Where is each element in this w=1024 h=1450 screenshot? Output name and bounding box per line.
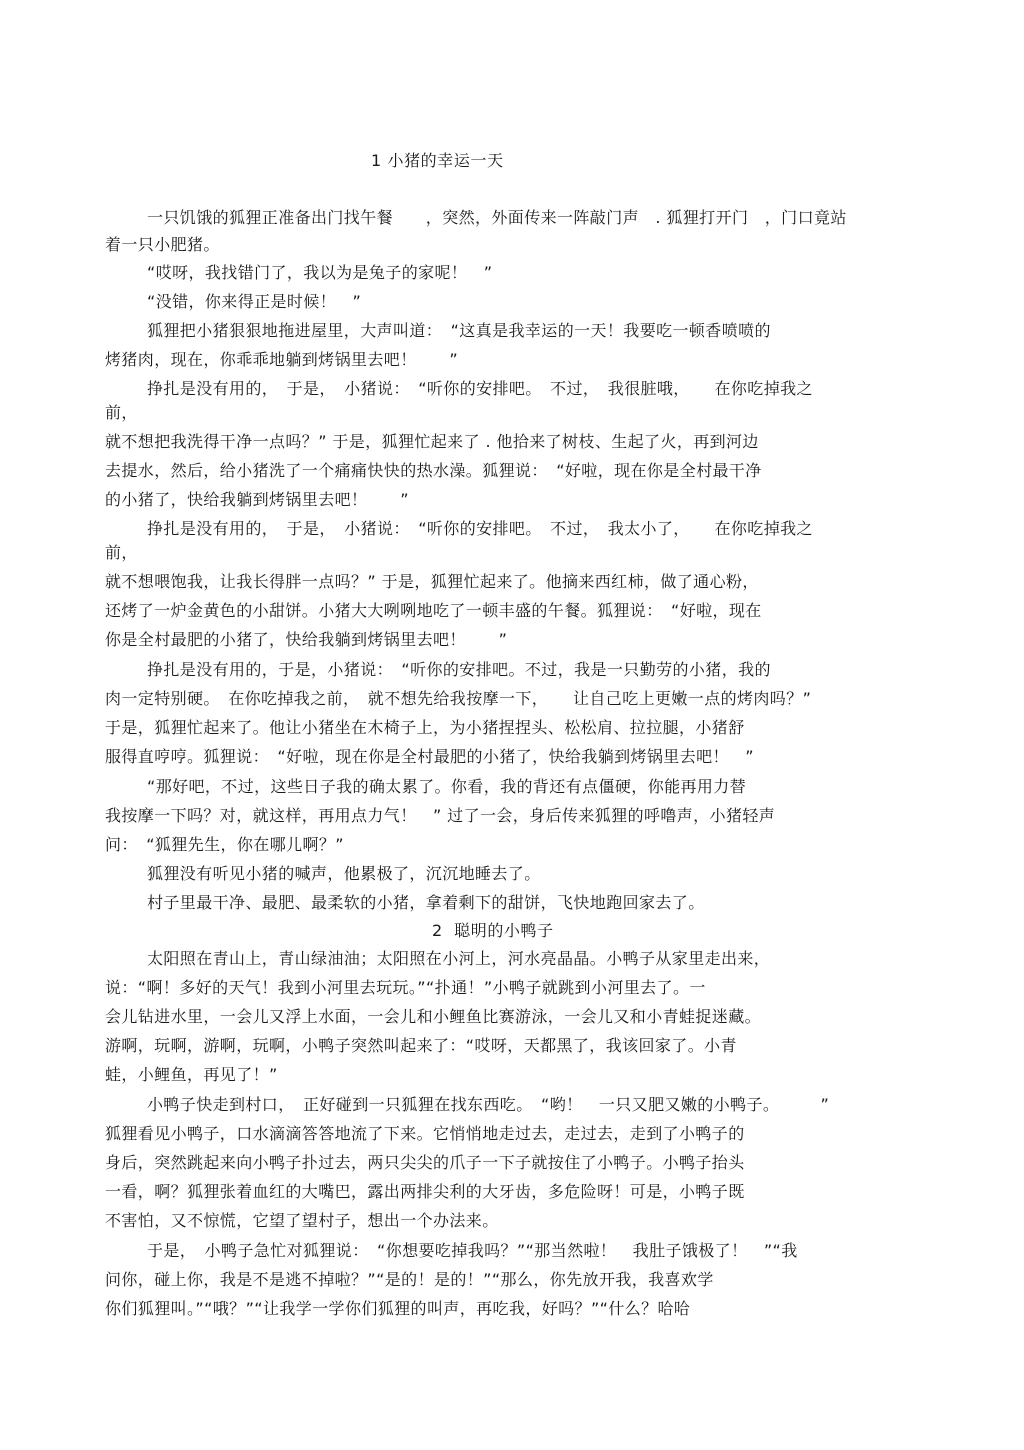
text-line: 于是， 小鸭子急忙对狐狸说： “你想要吃掉我吗？”“那当然啦！ 我肚子饿极了！ ”“我 xyxy=(147,1241,798,1260)
text-line: 身后，突然跳起来向小鸭子扑过去，两只尖尖的爪子一下子就按住了小鸭子。小鸭子抬头 xyxy=(105,1153,745,1172)
text-line: 我按摩一下吗？对，就这样，再用点力气！ ” 过了一会，身后传来狐狸的呼噜声，小猪轻声 xyxy=(105,806,776,825)
story2-title: 2 聪明的小鸭子 xyxy=(432,921,554,940)
text-line: 前， xyxy=(105,543,138,562)
text-line: 烤猪肉，现在，你乖乖地躺到烤锅里去吧！ ” xyxy=(105,350,459,369)
text-line: 你是全村最肥的小猪了，快给我躺到烤锅里去吧！ ” xyxy=(105,630,508,649)
text-line: 你们狐狸叫。”“哦？”“让我学一学你们狐狸的叫声，再吃我，好吗？”“什么？哈哈 xyxy=(105,1299,691,1318)
text-line: 蛙，小鲤鱼，再见了！” xyxy=(105,1065,278,1084)
text-line: 挣扎是没有用的， 于是， 小猪说： “听你的安排吧。 不过， 我很脏哦， 在你吃掉我之 xyxy=(147,379,813,398)
text-line: 还烤了一炉金黄色的小甜饼。小猪大大咧咧地吃了一顿丰盛的午餐。狐狸说： “好啦，现在 xyxy=(105,601,762,620)
text-line: 挣扎是没有用的， 于是， 小猪说： “听你的安排吧。 不过， 我太小了， 在你吃掉我之 xyxy=(147,519,813,538)
text-line: 狐狸看见小鸭子，口水滴滴答答地流了下来。它悄悄地走过去，走过去，走到了小鸭子的 xyxy=(105,1124,745,1143)
text-line: 前， xyxy=(105,403,138,422)
text-line: 的小猪了，快给我躺到烤锅里去吧！ ” xyxy=(105,490,409,509)
text-line: 太阳照在青山上，青山绿油油；太阳照在小河上，河水亮晶晶。小鸭子从家里走出来， xyxy=(147,949,771,968)
text-line: 游啊，玩啊，游啊，玩啊，小鸭子突然叫起来了：“哎呀，天都黑了，我该回家了。小青 xyxy=(105,1036,737,1055)
text-line: 说：“啊！多好的天气！我到小河里去玩玩。”“扑通！”小鸭子就跳到小河里去了。一 xyxy=(105,978,706,997)
text-line: 问： “狐狸先生，你在哪儿啊？” xyxy=(105,835,344,854)
text-line: “哎呀，我找错门了，我以为是兔子的家呢！ ” xyxy=(147,263,493,282)
text-line: 去提水，然后，给小猪洗了一个痛痛快快的热水澡。狐狸说： “好啦，现在你是全村最干净 xyxy=(105,461,762,480)
text-line: 村子里最干净、最肥、最柔软的小猪，拿着剩下的甜饼，飞快地跑回家去了。 xyxy=(147,893,705,912)
text-line: 服得直哼哼。狐狸说： “好啦，现在你是全村最肥的小猪了，快给我躺到烤锅里去吧！ ” xyxy=(105,747,754,766)
text-line: 于是，狐狸忙起来了。他让小猪坐在木椅子上，为小猪捏捏头、松松肩、拉拉腿，小猪舒 xyxy=(105,718,745,737)
text-line: 一看，啊？狐狸张着血红的大嘴巴，露出两排尖利的大牙齿，多危险呀！可是，小鸭子既 xyxy=(105,1182,745,1201)
text-line: 就不想喂饱我，让我长得胖一点吗？” 于是，狐狸忙起来了。他摘来西红柿，做了通心粉， xyxy=(105,572,759,591)
text-line: “没错，你来得正是时候！ ” xyxy=(147,292,362,311)
text-line: 肉一定特别硬。 在你吃掉我之前， 就不想先给我按摩一下， 让自己吃上更嫩一点的烤肉吗？” xyxy=(105,689,812,708)
text-line: “那好吧，不过，这些日子我的确太累了。你看，我的背还有点僵硬，你能再用力替 xyxy=(147,777,747,796)
text-line: 会儿钻进水里，一会儿又浮上水面，一会儿和小鲤鱼比赛游泳，一会儿又和小青蛙捉迷藏。 xyxy=(105,1007,762,1026)
text-line: 挣扎是没有用的，于是，小猪说： “听你的安排吧。不过，我是一只勤劳的小猪，我的 xyxy=(147,660,771,679)
text-line: 问你，碰上你，我是不是逃不掉啦？”“是的！是的！”“那么，你先放开我，我喜欢学 xyxy=(105,1270,714,1289)
text-line: 着一只小肥猪。 xyxy=(105,235,220,254)
text-line: 小鸭子快走到村口， 正好碰到一只狐狸在找东西吃。 “哟！ 一只又肥又嫩的小鸭子。 ” xyxy=(147,1095,830,1114)
text-line: 狐狸没有听见小猪的喊声，他累极了，沉沉地睡去了。 xyxy=(147,864,541,883)
text-line: 狐狸把小猪狠狠地拖进屋里，大声叫道： “这真是我幸运的一天！我要吃一顿香喷喷的 xyxy=(147,321,771,340)
story1-title: 1 小猪的幸运一天 xyxy=(371,151,504,170)
text-line: 不害怕，又不惊慌，它望了望村子，想出一个办法来。 xyxy=(105,1211,499,1230)
text-line: 一只饥饿的狐狸正准备出门找午餐 ，突然，外面传来一阵敲门声 . 狐狸打开门 ，门口竟站 xyxy=(147,208,847,227)
text-line: 就不想把我洗得干净一点吗？” 于是，狐狸忙起来了 . 他拾来了树枝、生起了火，再到河边 xyxy=(105,432,759,451)
